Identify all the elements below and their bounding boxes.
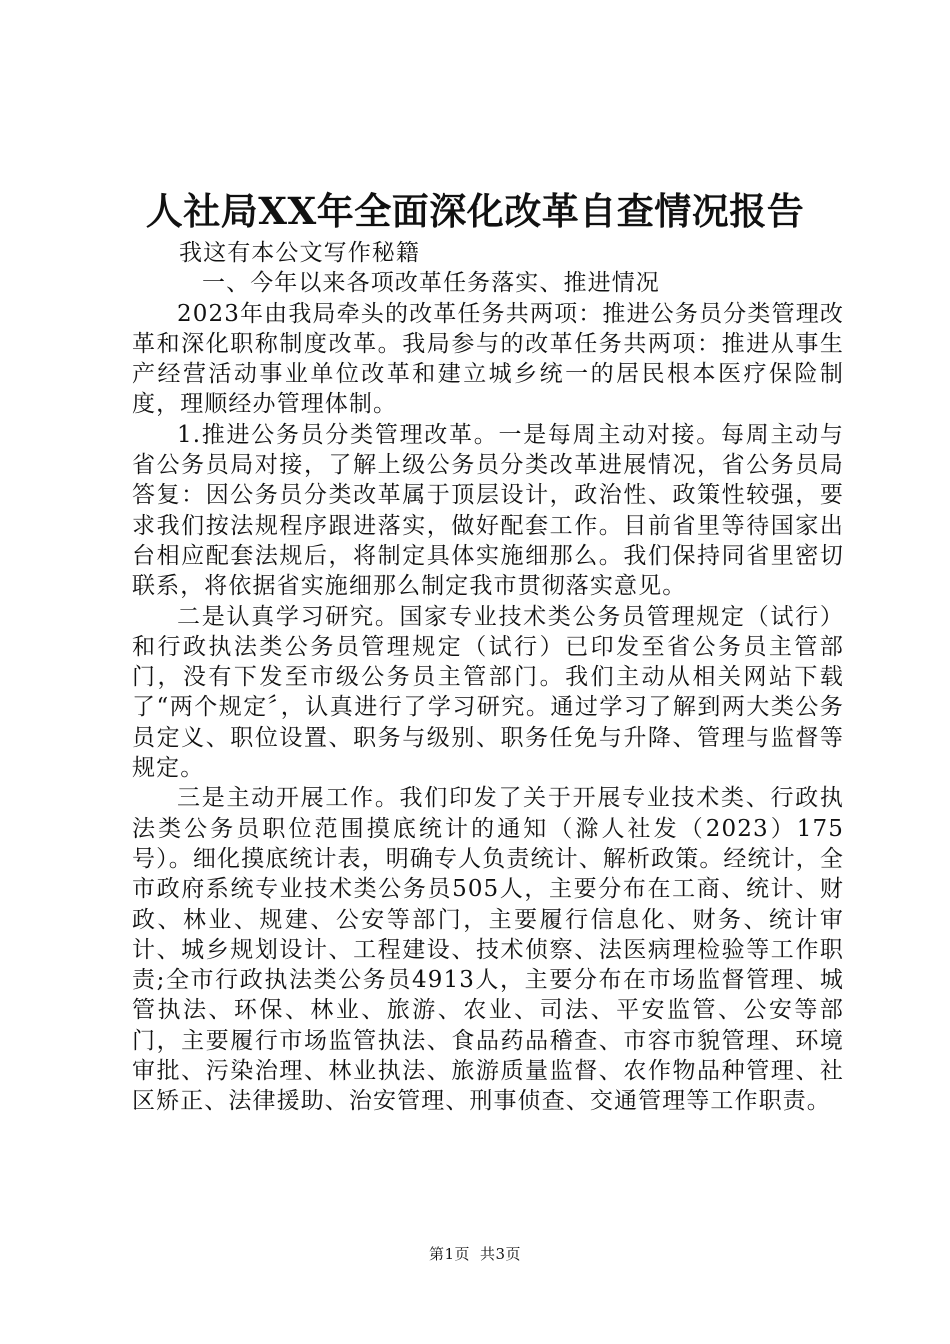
page-footer (0, 1244, 950, 1264)
paragraph-1: 2023年由我局牵头的改革任务共两项：推进公务员分类管理改革和深化职称制度改革。我局参与的改革任务共两项：推进从事生产经营活动事业单位改革和建立城乡统一的居民根本医疗保险制度，理顺经办管理体制。 (132, 300, 844, 418)
page-total: 共3页 (480, 1245, 522, 1263)
page-number: 第1页 (428, 1245, 470, 1263)
section-heading: 一、今年以来各项改革任务落实、推进情况 (202, 270, 660, 297)
paragraph-3: 二是认真学习研究。国家专业技术类公务员管理规定（试行）和行政执法类公务员管理规定（试行）已印发至省公务员主管部门，没有下发至市级公务员主管部门。我们主动从相关网站下载了“两个规定〞，认真进行了学习研究。通过学习了解到两大类公务员定义、职位设置、职务与级别、职务任免与升降、管理与监督等规定。 (132, 603, 844, 782)
paragraph-4: 三是主动开展工作。我们印发了关于开展专业技术类、行政执法类公务员职位范围摸底统计的通知（滁人社发（2023）175号）。细化摸底统计表，明确专人负责统计、解析政策。经统计，全市政府系统专业技术类公务员505人，主要分布在工商、统计、财政、林业、规建、公安等部门，主要履行信息化、财务、统计审计、城乡规划设计、工程建设、技术侦察、法医病理检验等工作职责;全市行政执法类公务员4913人，主要分布在市场监督管理、城管执法、环保、林业、旅游、农业、司法、平安监管、公安等部门，主要履行市场监管执法、食品药品稽查、市容市貌管理、环境审批、污染治理、林业执法、旅游质量监督、农作物品种管理、社区矫正、法律援助、治安管理、刑事侦查、交通管理等工作职责。 (132, 785, 844, 1115)
paragraph-2: 1.推进公务员分类管理改革。一是每周主动对接。每周主动与省公务员局对接，了解上级公务员分类改革进展情况，省公务员局答复：因公务员分类改革属于顶层设计，政治性、政策性较强，要求我们按法规程序跟进落实，做好配套工作。目前省里等待国家出台相应配套法规后，将制定具体实施细那么。我们保持同省里密切联系，将依据省实施细那么制定我市贯彻落实意见。 (132, 421, 844, 600)
document-title: 人社局XX年全面深化改革自查情况报告 (145, 189, 805, 233)
document-body (132, 238, 844, 1117)
document-subtitle: 我这有本公文写作秘籍 (179, 240, 420, 266)
